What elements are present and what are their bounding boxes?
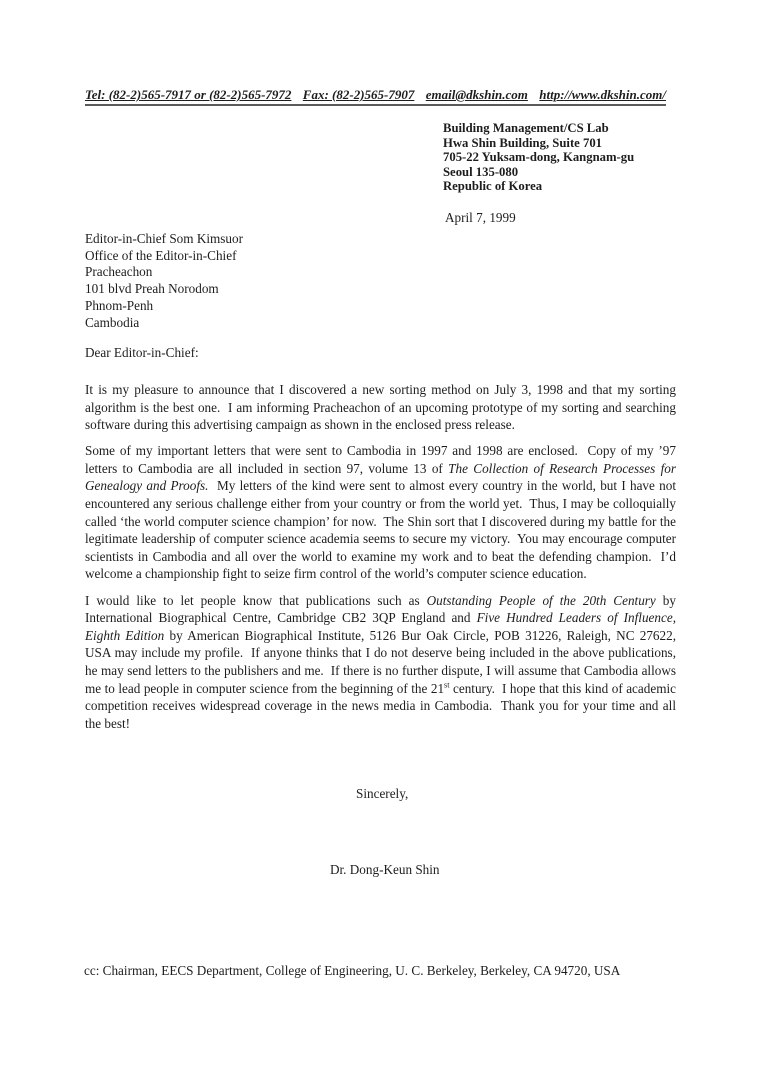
address-line: Pracheachon xyxy=(85,264,153,280)
letterhead-email: email@dkshin.com xyxy=(425,87,528,102)
letter-paragraph-3: I would like to let people know that publications such as Outstanding People of the 20th Century by International Biographical Centre, Cambridge CB2 3QP England and Five Hundred Leaders of Influence, Eighth Edition by American Biographical Institute, 5126 Bur Oak Circle, POB 31226, Raleigh, NC 27622, USA may include my profile. If anyone thinks that I do not deserve being included in the above publications, he may send letters to the publishers and me. If there is no further dispute, I will assume that Cambodia allows me to lead people in computer science from the beginning of the 21st century. I hope that this kind of academic competition receives widespread coverage in the news media in Cambodia. Thank you for your time and all the best! xyxy=(85,592,677,731)
letter-paragraph-1: It is my pleasure to announce that I discovered a new sorting method on July 3, 1998 and that my sorting algorithm is the best one. I am informing Pracheachon of an upcoming prototype of my sorting and searching software during this advertising campaign as shown in the enclosed press release. xyxy=(85,382,676,433)
signature-name-text: Dr. Dong-Keun Shin xyxy=(330,862,440,877)
letterhead-website: http://www.dkshin.com/ xyxy=(539,87,666,102)
address-line: 101 blvd Preah Norodom xyxy=(85,281,219,297)
letter-date: April 7, 1999 xyxy=(445,210,516,225)
letterhead-contact-line xyxy=(85,87,666,106)
recipient-address-block xyxy=(85,231,243,331)
address-line: Phnom-Penh xyxy=(85,297,154,313)
sender-address-block xyxy=(443,121,634,194)
letterhead-fax: Fax: (82-2)565-7907 xyxy=(302,87,415,102)
letter-paragraph-2: Some of my important letters that were sent to Cambodia in 1997 and 1998 are enclosed. Copy of my ’97 letters to Cambodia are all included in section 97, volume 13 of The Collection of Research Processes for Genealogy and Proofs. My letters of the kind were sent to almost every country in the world, but I have not encountered any serious challenge either from your country or from the world yet. Thus, I may be colloquially called ‘the world computer science champion’ for now. The Shin sort that I discovered during my battle for the legitimate leadership of computer science academia seems to secure my victory. You may encourage computer scientists in Cambodia and all over the world to examine my work and to beat the defending champion. I’d welcome a championship fight to seize firm control of the world’s computer science education. xyxy=(85,443,676,582)
salutation-text: Dear Editor-in-Chief: xyxy=(85,345,199,360)
address-line: Editor-in-Chief Som Kimsuor xyxy=(85,231,243,246)
address-line: Cambodia xyxy=(85,314,140,330)
closing-text: Sincerely, xyxy=(356,786,409,801)
address-line: Republic of Korea xyxy=(443,179,543,194)
letter-body xyxy=(85,381,676,741)
address-line: Building Management/CS Lab xyxy=(443,121,609,135)
address-line: Office of the Editor-in-Chief xyxy=(85,247,237,263)
letterhead-tel: Tel: (82-2)565-7917 or (82-2)565-7972 xyxy=(85,87,292,102)
address-line: Seoul 135-080 xyxy=(443,164,519,179)
address-line: Hwa Shin Building, Suite 701 xyxy=(443,135,603,150)
cc-line: cc: Chairman, EECS Department, College of Engineering, U. C. Berkeley, Berkeley, CA 94720, USA xyxy=(84,963,621,978)
address-line: 705-22 Yuksam-dong, Kangnam-gu xyxy=(443,150,635,165)
